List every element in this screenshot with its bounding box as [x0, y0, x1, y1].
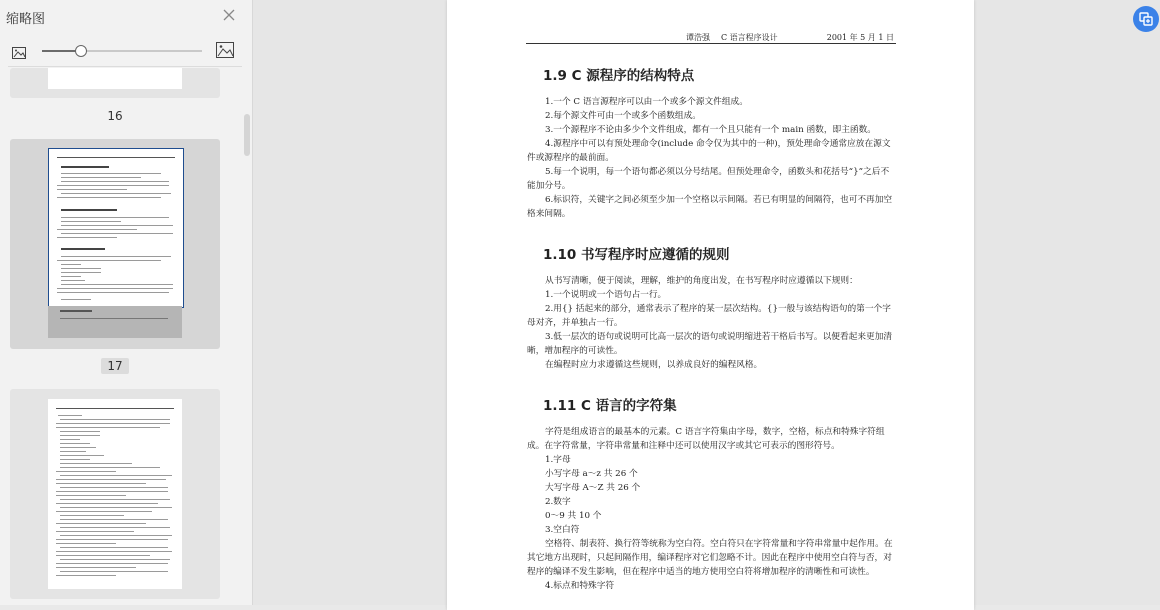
sidebar-title: 缩略图: [6, 12, 46, 27]
header-book-title: C 语言程序设计: [721, 33, 778, 42]
zoom-control: [0, 40, 252, 64]
section-heading: 1.10 书写程序时应遵循的规则: [543, 247, 730, 263]
thumbnail-page-overflow: [48, 306, 182, 338]
zoom-slider-thumb[interactable]: [75, 45, 87, 57]
paragraph: 空格符、制表符、换行符等统称为空白符。空白符只在字符常量和字符串常量中起作用。在其它地方出现时，只起间隔作用，编译程序对它们忽略不计。因此在程序中使用空白符与否，对程序的编译不发生影响，但在程序中适当的地方使用空白符将增加程序的清晰性和可读性。: [527, 539, 893, 577]
thumbnail-image: [48, 399, 182, 589]
paragraph: 4.标点和特殊字符: [545, 581, 615, 591]
thumbnail-page-18[interactable]: [10, 389, 220, 599]
paragraph: 0～9 共 10 个: [545, 511, 602, 521]
thumbnail-image: [48, 148, 184, 308]
paragraph: 在编程时应力求遵循这些规则，以养成良好的编程风格。: [545, 360, 763, 370]
paragraph: 大写字母 A～Z 共 26 个: [545, 483, 641, 493]
translate-icon[interactable]: [1133, 6, 1159, 32]
document-viewer: [253, 0, 1160, 605]
paragraph: 字符是组成语言的最基本的元素。C 语言字符集由字母，数字，空格，标点和特殊字符组成。在字符常量，字符串常量和注释中还可以使用汉字或其它可表示的图形符号。: [527, 427, 885, 451]
close-icon[interactable]: [221, 8, 237, 24]
zoom-slider[interactable]: [42, 50, 202, 52]
paragraph: 2.数字: [545, 497, 571, 507]
paragraph: 小写字母 a～z 共 26 个: [545, 469, 638, 479]
section-heading: 1.9 C 源程序的结构特点: [543, 68, 695, 84]
paragraph: 3.一个源程序不论由多少个文件组成，都有一个且只能有一个 main 函数，即主函数。: [545, 125, 876, 135]
paragraph: 5.每一个说明，每一个语句都必须以分号结尾。但预处理命令，函数头和花括号“}”之后不能加分号。: [527, 167, 890, 191]
thumbnail-label: 17: [0, 359, 230, 373]
section-heading: 1.11 C 语言的字符集: [543, 398, 677, 414]
paragraph: 1.一个 C 语言源程序可以由一个或多个源文件组成。: [545, 97, 748, 107]
thumbnail-page-16[interactable]: [10, 68, 220, 98]
header-author: 谭浩强: [686, 33, 710, 42]
thumbnail-page-17[interactable]: [10, 139, 220, 349]
paragraph: 3.低一层次的语句或说明可比高一层次的语句或说明缩进若干格后书写。以便看起来更加清晰，增加程序的可读性。: [527, 332, 893, 356]
thumbnail-label: 16: [107, 109, 123, 123]
thumbnail-image: [48, 68, 182, 89]
image-large-icon[interactable]: [216, 42, 234, 58]
paragraph: 2.用{} 括起来的部分，通常表示了程序的某一层次结构。{}一般与该结构语句的第一个字母对齐，并单独占一行。: [527, 304, 891, 328]
paragraph: 1.字母: [545, 455, 571, 465]
paragraph: 从书写清晰，便于阅读，理解，维护的角度出发，在书写程序时应遵循以下规则：: [545, 276, 858, 286]
paragraph: 6.标识符，关键字之间必须至少加一个空格以示间隔。若已有明显的间隔符，也可不再加空格来间隔。: [527, 195, 893, 219]
image-small-icon[interactable]: [12, 44, 26, 56]
paragraph: 4.源程序中可以有预处理命令(include 命令仅为其中的一种)，预处理命令通常应放在源文件或源程序的最前面。: [527, 139, 891, 163]
document-page: [447, 0, 974, 610]
page-content: [527, 58, 897, 593]
paragraph: 2.每个源文件可由一个或多个函数组成。: [545, 111, 701, 121]
header-date: 2001 年 5 月 1 日: [826, 33, 894, 42]
paragraph: 3.空白符: [545, 525, 580, 535]
page-header: [526, 31, 896, 44]
sidebar-divider: [8, 66, 242, 67]
paragraph: 1.一个说明或一个语句占一行。: [545, 290, 667, 300]
sidebar-scrollbar[interactable]: [244, 114, 250, 156]
thumbnail-sidebar: [0, 0, 253, 605]
